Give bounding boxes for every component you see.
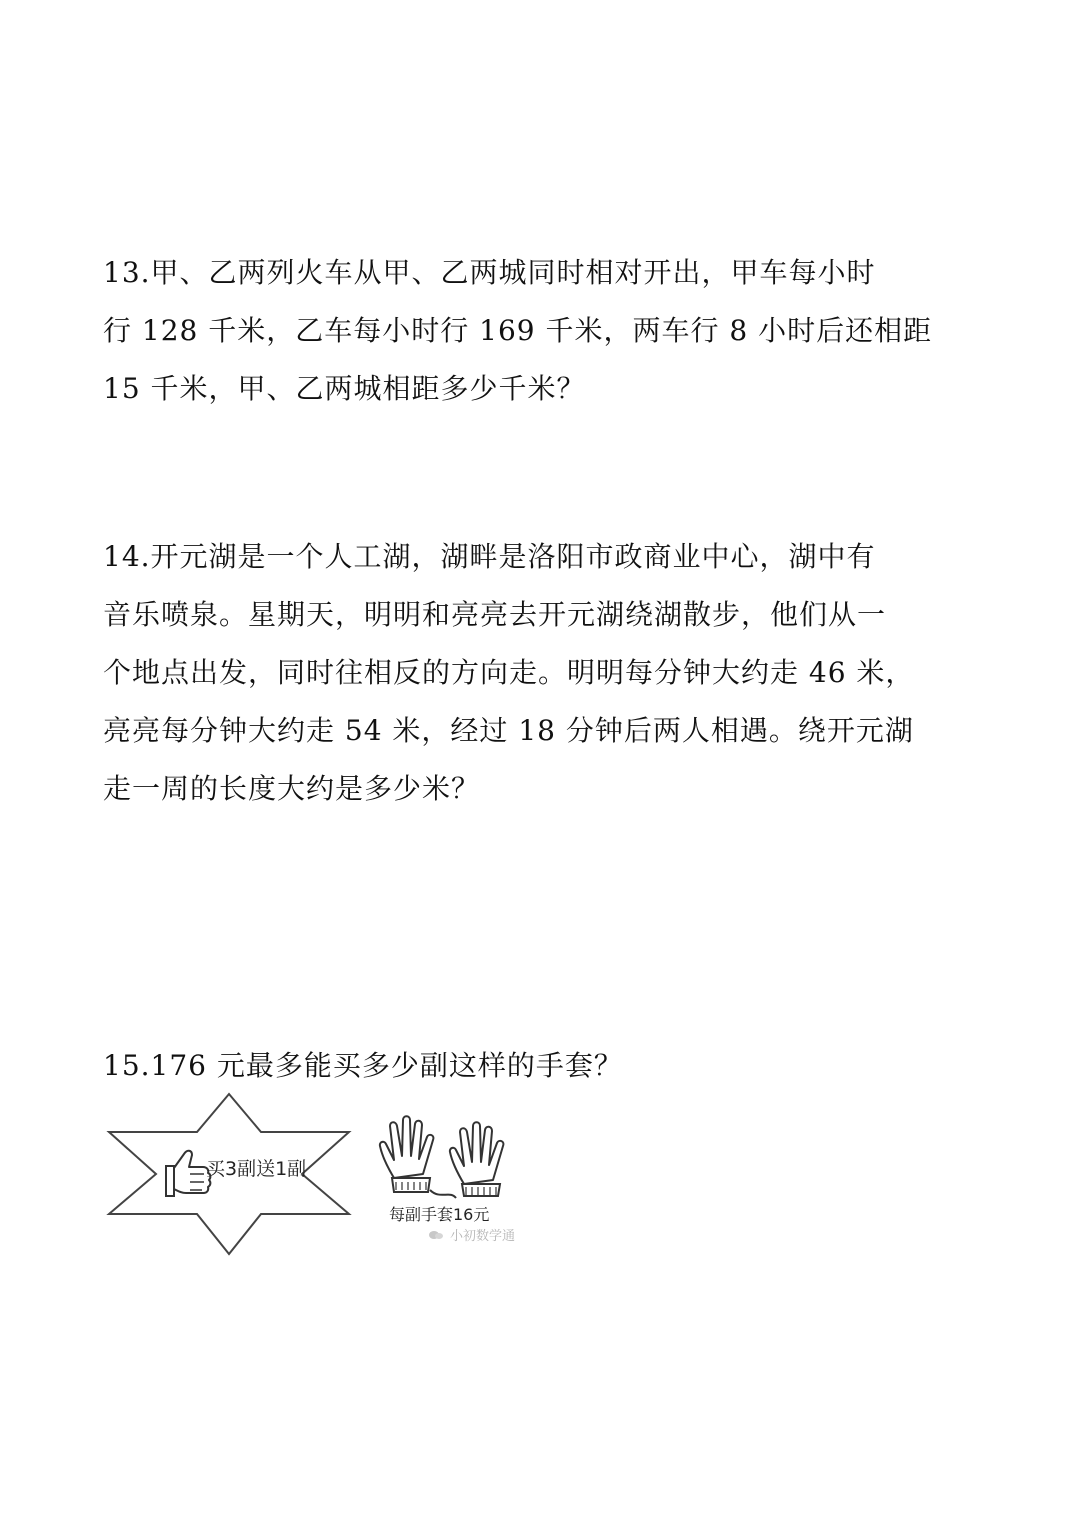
watermark-icon	[428, 1229, 444, 1241]
question-13-line-1: 13.甲、乙两列火车从甲、乙两城同时相对开出，甲车每小时	[103, 256, 876, 289]
question-14-line-1: 14.开元湖是一个人工湖，湖畔是洛阳市政商业中心，湖中有	[103, 540, 876, 573]
question-14-line-5: 走一周的长度大约是多少米？	[103, 772, 481, 805]
promo-star	[104, 1092, 354, 1257]
question-13-line-2: 行 128 千米，乙车每小时行 169 千米，两车行 8 小时后还相距	[103, 314, 933, 347]
glove-icon	[450, 1122, 504, 1196]
question-15	[103, 1037, 933, 1095]
glove-icon	[380, 1116, 456, 1198]
question-15-line-1: 15.176 元最多能买多少副这样的手套？	[103, 1049, 623, 1082]
question-14	[103, 528, 933, 818]
question-14-line-3: 个地点出发，同时往相反的方向走。明明每分钟大约走 46 米，	[103, 656, 915, 689]
question-14-line-2: 音乐喷泉。星期天，明明和亮亮去开元湖绕湖散步，他们从一	[103, 598, 887, 631]
watermark-text: 小初数学通	[450, 1229, 516, 1244]
watermark	[428, 1225, 515, 1244]
question-13	[103, 244, 933, 418]
glove-price-text: 每副手套16元	[389, 1205, 490, 1224]
promo-text: 买3副送1副	[206, 1158, 307, 1180]
question-14-line-4: 亮亮每分钟大约走 54 米，经过 18 分钟后两人相遇。绕开元湖	[103, 714, 914, 747]
question-13-line-3: 15 千米，甲、乙两城相距多少千米？	[103, 372, 586, 405]
